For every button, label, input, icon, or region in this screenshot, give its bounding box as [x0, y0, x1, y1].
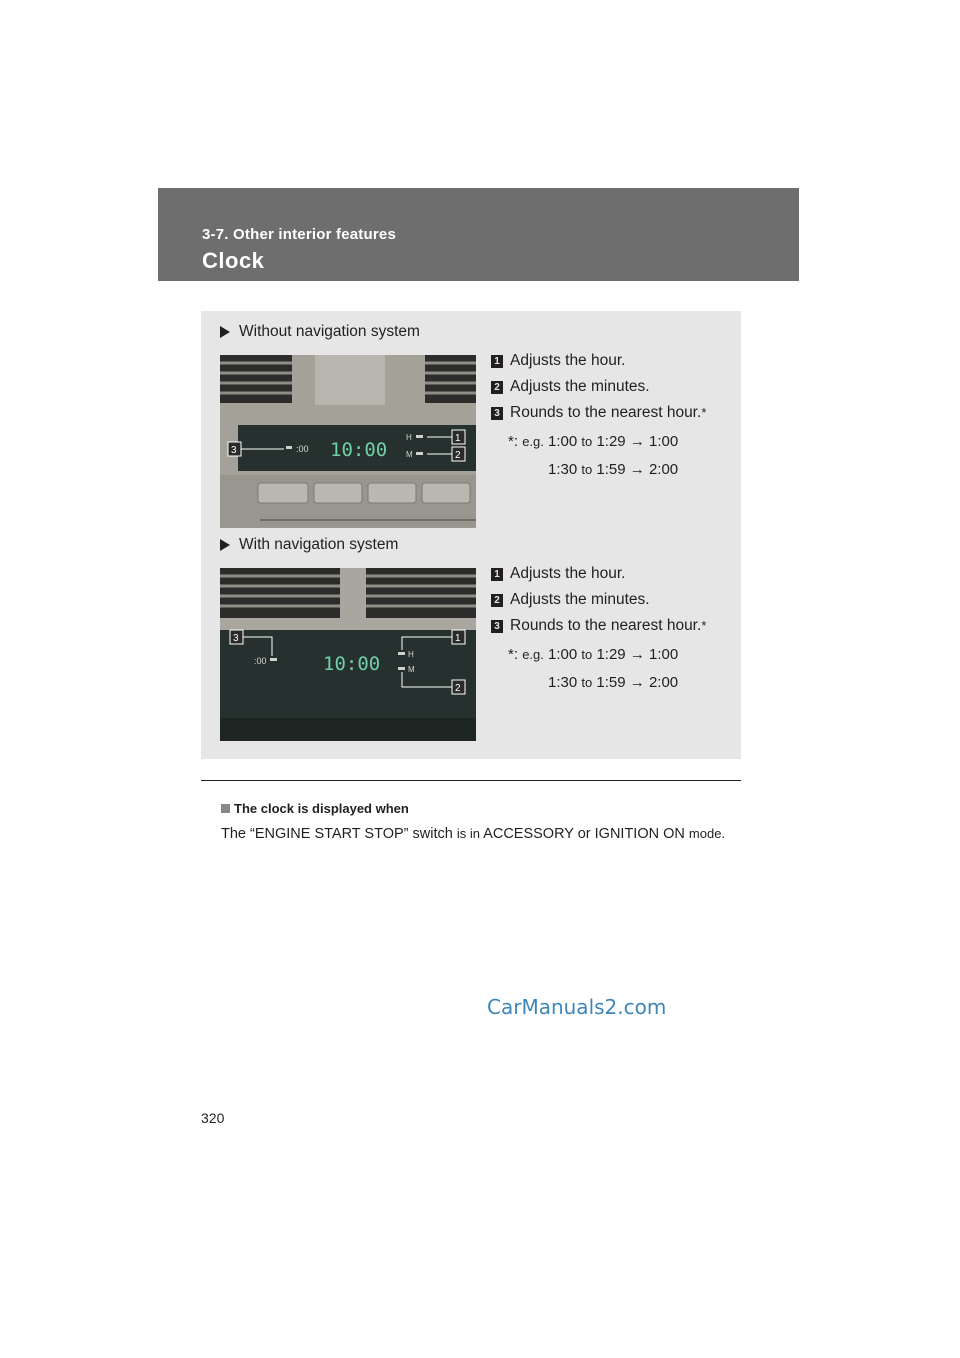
footnote-without-nav: *: e.g. 1:00 to 1:29 → 1:00 1:30 to 1:59 → 2:00 — [508, 433, 679, 478]
list-item: 2 Adjusts the minutes. — [491, 374, 706, 400]
list-item: 2 Adjusts the minutes. — [491, 587, 706, 613]
list-item: 1 Adjusts the hour. — [491, 561, 706, 587]
callout-2: 2 — [455, 450, 461, 461]
item-list-without-nav — [491, 348, 706, 426]
item-list-with-nav — [491, 561, 706, 639]
number-badge: 1 — [491, 568, 503, 581]
clock-photo-without-nav — [220, 355, 476, 528]
divider — [201, 780, 741, 781]
callout-2: 2 — [455, 683, 461, 694]
watermark: CarManuals2.com — [487, 995, 667, 1019]
page-header — [158, 188, 799, 281]
arrow-icon: → — [629, 646, 645, 663]
number-badge: 3 — [491, 620, 503, 633]
arrow-icon: → — [629, 433, 645, 450]
triangle-bullet-icon — [220, 326, 230, 338]
clock-display: 10:00 — [330, 439, 388, 461]
variant-heading-with-nav: With navigation system — [220, 536, 398, 554]
clock-display: 10:00 — [323, 653, 381, 675]
minutes-round-label: :00 — [296, 444, 309, 454]
page-title: Clock — [202, 248, 265, 273]
variant-heading-without-nav: Without navigation system — [220, 323, 420, 341]
list-item: 3 Rounds to the nearest hour. * — [491, 400, 706, 426]
callout-3: 3 — [231, 445, 237, 456]
number-badge: 1 — [491, 355, 503, 368]
callout-1: 1 — [455, 433, 461, 444]
minutes-round-label: :00 — [254, 656, 267, 666]
section-label: 3-7. Other interior features — [202, 226, 396, 243]
minute-button-label: M — [408, 665, 415, 674]
content-box — [201, 311, 741, 759]
callout-1: 1 — [455, 633, 461, 644]
number-badge: 2 — [491, 594, 503, 607]
square-bullet-icon — [221, 804, 230, 813]
triangle-bullet-icon — [220, 539, 230, 551]
number-badge: 3 — [491, 407, 503, 420]
arrow-icon: → — [629, 461, 645, 478]
page-number: 320 — [201, 1110, 225, 1126]
hour-button-label: H — [406, 433, 412, 442]
clock-photo-with-nav — [220, 568, 476, 741]
list-item: 3 Rounds to the nearest hour. * — [491, 613, 706, 639]
callout-3: 3 — [233, 633, 239, 644]
notice-heading: The clock is displayed when — [221, 801, 409, 816]
list-item: 1 Adjusts the hour. — [491, 348, 706, 374]
arrow-icon: → — [629, 674, 645, 691]
number-badge: 2 — [491, 381, 503, 394]
footnote-with-nav: *: e.g. 1:00 to 1:29 → 1:00 1:30 to 1:59 → 2:00 — [508, 646, 679, 691]
hour-button-label: H — [408, 650, 414, 659]
minute-button-label: M — [406, 450, 413, 459]
notice-text: The “ENGINE START STOP” switch is in ACCESSORY or IGNITION ON mode. — [221, 826, 726, 842]
